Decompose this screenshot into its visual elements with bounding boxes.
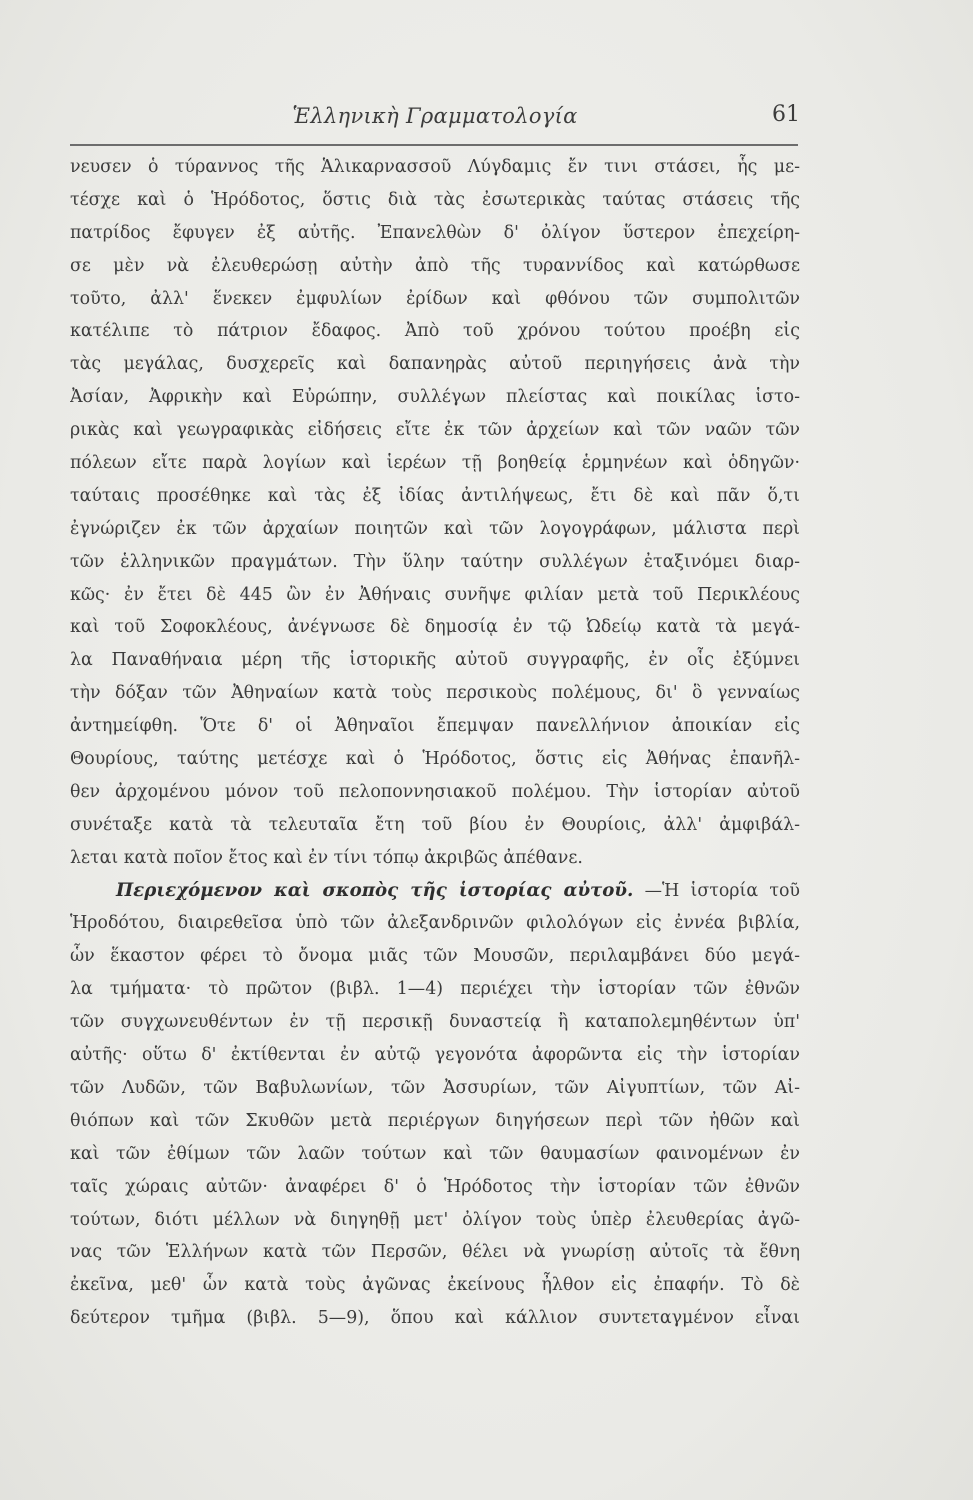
- text-line: θιόπων καὶ τῶν Σκυθῶν μετὰ περιέργων διηγήσεων περὶ τῶν ἠθῶν καὶ: [70, 1110, 800, 1131]
- text-line: τῶν ἑλληνικῶν πραγμάτων. Τὴν ὕλην ταύτην συλλέγων ἐταξινόμει διαρ-: [70, 551, 800, 572]
- page-number: 61: [772, 102, 800, 127]
- text-line: κατέλιπε τὸ πάτριον ἔδαφος. Ἀπὸ τοῦ χρόνου τούτου προέβη εἰς: [70, 321, 800, 342]
- text-line: Ἀσίαν, Ἀφρικὴν καὶ Εὐρώπην, συλλέγων πλείστας καὶ ποικίλας ἱστο-: [70, 387, 800, 408]
- text-line: ἐγνώριζεν ἐκ τῶν ἀρχαίων ποιητῶν καὶ τῶν λογογράφων, μάλιστα περὶ: [70, 518, 800, 539]
- section-first-line-text: —Ἡ ἱστορία τοῦ: [644, 880, 800, 901]
- running-head: [70, 100, 800, 136]
- section-heading: Περιεχόμενον καὶ σκοπὸς τῆς ἱστορίας αὐτοῦ.: [116, 879, 634, 901]
- text-line: ρικὰς καὶ γεωγραφικὰς εἰδήσεις εἴτε ἐκ τῶν ἀρχείων καὶ τῶν ναῶν τῶν: [70, 420, 800, 441]
- text-line: λεται κατὰ ποῖον ἔτος καὶ ἐν τίνι τόπῳ ἀκριβῶς ἀπέθανε.: [70, 847, 583, 868]
- text-line: πόλεων εἴτε παρὰ λογίων καὶ ἱερέων τῇ βοηθείᾳ ἑρμηνέων καὶ ὁδηγῶν·: [70, 453, 800, 474]
- text-line: τέσχε καὶ ὁ Ἡρόδοτος, ὅστις διὰ τὰς ἐσωτερικὰς ταύτας στάσεις τῆς: [70, 189, 800, 210]
- text-line: νας τῶν Ἑλλήνων κατὰ τῶν Περσῶν, θέλει νὰ γνωρίσῃ αὐτοῖς τὰ ἔθνη: [70, 1242, 800, 1263]
- header-rule: [70, 144, 798, 146]
- text-line: τὴν δόξαν τῶν Ἀθηναίων κατὰ τοὺς περσικοὺς πολέμους, δι' ὃ γενναίως: [70, 683, 800, 704]
- section-heading-line: [70, 875, 800, 908]
- text-line: σε μὲν νὰ ἐλευθερώσῃ αὐτὴν ἀπὸ τῆς τυραννίδος καὶ κατώρθωσε: [70, 255, 800, 276]
- text-line: τούτων, διότι μέλλων νὰ διηγηθῇ μετ' ὀλίγον τοὺς ὑπὲρ ἐλευθερίας ἀγῶ-: [70, 1209, 800, 1230]
- text-line: ταῖς χώραις αὐτῶν· ἀναφέρει δ' ὁ Ἡρόδοτος τὴν ἱστορίαν τῶν ἐθνῶν: [70, 1176, 800, 1197]
- running-title: Ἑλληνικὴ Γραμματολογία: [292, 104, 578, 128]
- text-line: τῶν συγχωνευθέντων ἐν τῇ περσικῇ δυναστείᾳ ἢ καταπολεμηθέντων ὑπ': [70, 1012, 800, 1033]
- text-line: ἐκεῖνα, μεθ' ὧν κατὰ τοὺς ἀγῶνας ἐκείνους ἦλθον εἰς ἐπαφήν. Τὸ δὲ: [70, 1275, 800, 1296]
- text-line: λα τμήματα· τὸ πρῶτον (βιβλ. 1—4) περιέχει τὴν ἱστορίαν τῶν ἐθνῶν: [70, 979, 800, 1000]
- text-line: κῶς· ἐν ἔτει δὲ 445 ὢν ἐν Ἀθήναις συνῆψε φιλίαν μετὰ τοῦ Περικλέους: [70, 584, 800, 605]
- text-line: ἀντημείφθη. Ὅτε δ' οἱ Ἀθηναῖοι ἔπεμψαν πανελλήνιον ἀποικίαν εἰς: [70, 716, 800, 737]
- text-line: καὶ τῶν ἐθίμων τῶν λαῶν τούτων καὶ τῶν θαυμασίων φαινομένων ἐν: [70, 1143, 800, 1164]
- text-line: αὐτῆς· οὕτω δ' ἐκτίθενται ἐν αὐτῷ γεγονότα ἀφορῶντα εἰς τὴν ἱστορίαν: [70, 1045, 800, 1066]
- text-line: καὶ τοῦ Σοφοκλέους, ἀνέγνωσε δὲ δημοσίᾳ ἐν τῷ Ὠδείῳ κατὰ τὰ μεγά-: [70, 617, 800, 638]
- text-line: Ἡροδότου, διαιρεθεῖσα ὑπὸ τῶν ἀλεξανδρινῶν φιλολόγων εἰς ἐννέα βιβλία,: [70, 913, 800, 934]
- text-line: τὰς μεγάλας, δυσχερεῖς καὶ δαπανηρὰς αὐτοῦ περιηγήσεις ἀνὰ τὴν: [70, 354, 800, 375]
- text-line: θεν ἀρχομένου μόνον τοῦ πελοποννησιακοῦ πολέμου. Τὴν ἱστορίαν αὐτοῦ: [70, 781, 800, 802]
- text-line: τοῦτο, ἀλλ' ἕνεκεν ἐμφυλίων ἐρίδων καὶ φθόνου τῶν συμπολιτῶν: [70, 288, 800, 309]
- text-line: νευσεν ὁ τύραννος τῆς Ἁλικαρνασσοῦ Λύγδαμις ἔν τινι στάσει, ἧς με-: [70, 157, 800, 177]
- body-text: [70, 151, 800, 1335]
- text-line: συνέταξε κατὰ τὰ τελευταῖα ἔτη τοῦ βίου ἐν Θουρίοις, ἀλλ' ἀμφιβάλ-: [70, 814, 800, 835]
- text-line: δεύτερον τμῆμα (βιβλ. 5—9), ὅπου καὶ κάλλιον συντεταγμένον εἶναι: [70, 1308, 800, 1329]
- text-line: πατρίδος ἔφυγεν ἐξ αὐτῆς. Ἐπανελθὼν δ' ὀλίγον ὕστερον ἐπεχείρη-: [70, 222, 800, 243]
- text-line: ταύταις προσέθηκε καὶ τὰς ἐξ ἰδίας ἀντιλήψεως, ἔτι δὲ καὶ πᾶν ὅ,τι: [70, 485, 800, 506]
- text-line: ὧν ἕκαστον φέρει τὸ ὄνομα μιᾶς τῶν Μουσῶν, περιλαμβάνει δύο μεγά-: [70, 946, 800, 967]
- text-line: λα Παναθήναια μέρη τῆς ἱστορικῆς αὐτοῦ συγγραφῆς, ἐν οἷς ἐξύμνει: [70, 650, 800, 671]
- text-line: Θουρίους, ταύτης μετέσχε καὶ ὁ Ἡρόδοτος, ὅστις εἰς Ἀθήνας ἐπανῆλ-: [70, 749, 800, 770]
- text-line: τῶν Λυδῶν, τῶν Βαβυλωνίων, τῶν Ἀσσυρίων, τῶν Αἰγυπτίων, τῶν Αἰ-: [70, 1077, 800, 1098]
